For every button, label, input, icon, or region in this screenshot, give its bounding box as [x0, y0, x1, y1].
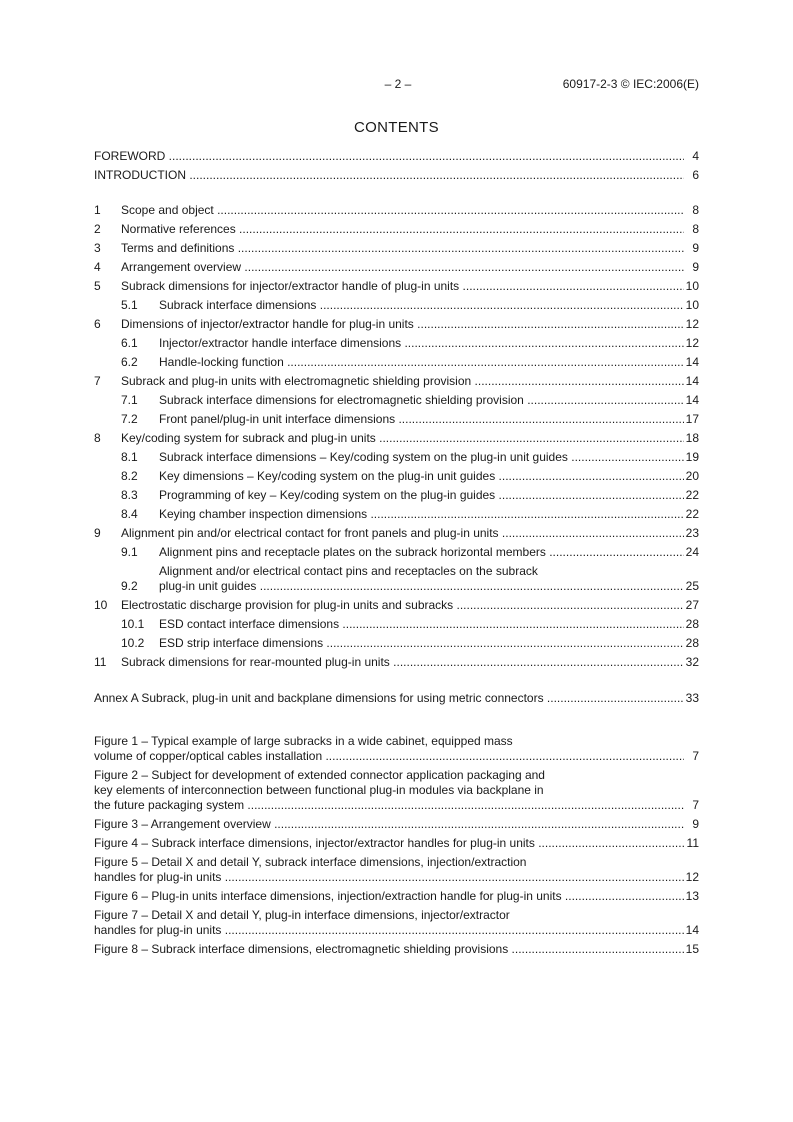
- toc-entry-text-line: Subrack interface dimensions for electromagnetic shielding provision .....: [159, 393, 684, 408]
- toc-entry-text-line: Annex A Subrack, plug-in unit and backplane dimensions for using metric connectors .....: [94, 691, 684, 706]
- toc-entry[interactable]: [94, 488, 699, 503]
- toc-entry-page: 20: [685, 469, 699, 483]
- toc-entry-page: 17: [685, 412, 699, 426]
- toc-entry-number: 6.2: [121, 355, 138, 369]
- toc-entry-page: 32: [685, 655, 699, 669]
- toc-entry-text-line: Figure 6 – Plug-in units interface dimensions, injection/extraction handle for plug-in units .....: [94, 889, 684, 904]
- toc-entry-number: 8.4: [121, 507, 138, 521]
- toc-entry-text-line: Programming of key – Key/coding system on the plug-in guides .....: [159, 488, 684, 503]
- toc-entry-title: [94, 691, 684, 706]
- toc-entry-number: 6: [94, 317, 101, 331]
- toc-entry-title: [94, 855, 684, 885]
- toc-entry-number: 1: [94, 203, 101, 217]
- toc-entry-title: [94, 942, 684, 957]
- toc-entry[interactable]: [94, 855, 699, 885]
- toc-entry-text-line: ESD contact interface dimensions .....: [159, 617, 684, 632]
- toc-entry[interactable]: [94, 431, 699, 446]
- toc-entry-page: 14: [685, 355, 699, 369]
- toc-entry-number: 10.2: [121, 636, 145, 650]
- toc-entry-page: 23: [685, 526, 699, 540]
- toc-entry-text-line: key elements of interconnection between functional plug-in modules via backplane in: [94, 783, 544, 797]
- toc-entry-number: 9: [94, 526, 101, 540]
- toc-entry-page: 11: [686, 836, 699, 850]
- toc-entry-page: 8: [692, 222, 699, 236]
- toc-entry-text-line: ESD strip interface dimensions .....: [159, 636, 684, 651]
- toc-entry-number: 10: [94, 598, 108, 612]
- toc-entry-text-line: Subrack and plug-in units with electromagnetic shielding provision .....: [121, 374, 684, 389]
- table-of-contents: [94, 149, 699, 957]
- toc-entry-text-line: Injector/extractor handle interface dimensions .....: [159, 336, 684, 351]
- toc-entry-page: 7: [692, 749, 699, 763]
- toc-entry-title: [94, 768, 684, 813]
- toc-entry-text-line: INTRODUCTION .....: [94, 168, 684, 183]
- toc-entry-number: 8.1: [121, 450, 138, 464]
- toc-entry[interactable]: [94, 260, 699, 275]
- toc-entry-text-line: Alignment pin and/or electrical contact for front panels and plug-in units .....: [121, 526, 684, 541]
- toc-entry-text-line: plug-in unit guides .....: [159, 579, 684, 594]
- toc-entry-page: 28: [685, 636, 699, 650]
- toc-entry-number: 8.2: [121, 469, 138, 483]
- toc-entry[interactable]: [94, 298, 699, 313]
- toc-entry-title: [94, 817, 684, 832]
- toc-entry-number: 4: [94, 260, 101, 274]
- toc-entry-page: 12: [685, 317, 699, 331]
- toc-entry[interactable]: [94, 355, 699, 370]
- toc-entry-page: 9: [692, 260, 699, 274]
- toc-entry-text-line: handles for plug-in units .....: [94, 923, 684, 938]
- toc-entry-text-line: Figure 4 – Subrack interface dimensions, injector/extractor handles for plug-in units .....: [94, 836, 684, 851]
- toc-entry-page: 10: [685, 279, 699, 293]
- toc-entry-title: [94, 168, 684, 183]
- toc-entry-text-line: Figure 5 – Detail X and detail Y, subrack interface dimensions, injection/extraction: [94, 855, 527, 869]
- toc-entry[interactable]: [94, 908, 699, 938]
- toc-entry-title: [121, 655, 684, 670]
- toc-entry-page: 10: [685, 298, 699, 312]
- toc-entry-page: 12: [685, 336, 699, 350]
- toc-entry-page: 14: [685, 393, 699, 407]
- toc-entry-text-line: Subrack interface dimensions – Key/coding system on the plug-in unit guides .....: [159, 450, 684, 465]
- toc-entry-number: 8: [94, 431, 101, 445]
- toc-entry-title: [159, 469, 684, 484]
- toc-entry-text-line: Keying chamber inspection dimensions .....: [159, 507, 684, 522]
- toc-entry[interactable]: [94, 374, 699, 389]
- toc-entry-number: 7: [94, 374, 101, 388]
- toc-entry-text-line: Figure 8 – Subrack interface dimensions, electromagnetic shielding provisions .....: [94, 942, 684, 957]
- toc-entry-title: [121, 526, 684, 541]
- toc-entry-number: 5.1: [121, 298, 138, 312]
- toc-entry-page: 6: [692, 168, 699, 182]
- toc-entry-page: 15: [685, 942, 699, 956]
- toc-entry-text-line: Dimensions of injector/extractor handle for plug-in units .....: [121, 317, 684, 332]
- toc-entry-title: [121, 317, 684, 332]
- toc-entry-title: [159, 412, 684, 427]
- toc-entry-page: 22: [685, 507, 699, 521]
- toc-entry-text-line: Figure 1 – Typical example of large subracks in a wide cabinet, equipped mass: [94, 734, 513, 748]
- toc-entry-page: 25: [685, 579, 699, 593]
- toc-entry[interactable]: [94, 241, 699, 256]
- toc-entry-text-line: Arrangement overview .....: [121, 260, 684, 275]
- toc-entry[interactable]: [94, 317, 699, 332]
- toc-entry-title: [159, 393, 684, 408]
- toc-entry-number: 2: [94, 222, 101, 236]
- toc-entry-title: [159, 488, 684, 503]
- toc-entry-title: [159, 507, 684, 522]
- toc-entry[interactable]: [94, 617, 699, 632]
- toc-entry[interactable]: [94, 526, 699, 541]
- toc-entry-title: [94, 149, 684, 164]
- toc-entry[interactable]: [94, 655, 699, 670]
- toc-entry-text-line: the future packaging system .....: [94, 798, 684, 813]
- toc-entry-title: [159, 298, 684, 313]
- toc-entry-page: 28: [685, 617, 699, 631]
- toc-entry-text-line: Terms and definitions .....: [121, 241, 684, 256]
- toc-entry[interactable]: [94, 149, 699, 164]
- page-header: [94, 77, 699, 93]
- page-title: CONTENTS: [354, 119, 439, 136]
- toc-entry-title: [121, 203, 684, 218]
- toc-entry-title: [121, 279, 684, 294]
- toc-entry-text-line: Alignment pins and receptacle plates on the subrack horizontal members .....: [159, 545, 684, 560]
- toc-entry-page: 4: [692, 149, 699, 163]
- page-number: – 2 –: [384, 77, 412, 91]
- toc-entry-text-line: volume of copper/optical cables installation .....: [94, 749, 684, 764]
- toc-entry-page: 8: [692, 203, 699, 217]
- toc-entry-page: 27: [685, 598, 699, 612]
- toc-entry[interactable]: [94, 942, 699, 957]
- toc-entry-number: 7.2: [121, 412, 138, 426]
- toc-entry-title: [121, 222, 684, 237]
- toc-entry-title: [94, 734, 684, 764]
- toc-entry-title: [159, 564, 684, 594]
- toc-entry-text-line: Subrack dimensions for rear-mounted plug-in units .....: [121, 655, 684, 670]
- toc-entry-page: 24: [685, 545, 699, 559]
- toc-entry-text-line: Figure 3 – Arrangement overview .....: [94, 817, 684, 832]
- toc-entry-page: 9: [692, 817, 699, 831]
- toc-entry[interactable]: [94, 768, 699, 813]
- toc-entry-number: 8.3: [121, 488, 138, 502]
- toc-entry[interactable]: [94, 691, 699, 706]
- toc-entry-page: 18: [685, 431, 699, 445]
- toc-entry[interactable]: [94, 598, 699, 613]
- toc-entry-title: [94, 836, 684, 851]
- toc-entry-text-line: Scope and object .....: [121, 203, 684, 218]
- toc-entry[interactable]: [94, 817, 699, 832]
- toc-entry-page: 14: [685, 374, 699, 388]
- toc-entry-page: 12: [685, 870, 699, 884]
- toc-entry[interactable]: [94, 279, 699, 294]
- toc-entry-text-line: Front panel/plug-in unit interface dimensions .....: [159, 412, 684, 427]
- toc-entry-number: 9.2: [121, 579, 138, 593]
- toc-entry-page: 13: [685, 889, 699, 903]
- toc-entry-title: [121, 374, 684, 389]
- toc-entry-title: [121, 598, 684, 613]
- toc-entry-title: [159, 450, 684, 465]
- toc-entry-number: 10.1: [121, 617, 145, 631]
- toc-entry[interactable]: [94, 507, 699, 522]
- toc-entry-page: 19: [685, 450, 699, 464]
- toc-entry-page: 22: [685, 488, 699, 502]
- toc-entry-text-line: Figure 7 – Detail X and detail Y, plug-in interface dimensions, injector/extractor: [94, 908, 510, 922]
- document-id: 60917-2-3 © IEC:2006(E): [562, 77, 699, 91]
- toc-entry-number: 9.1: [121, 545, 138, 559]
- toc-entry-text-line: Subrack dimensions for injector/extractor handle of plug-in units .....: [121, 279, 684, 294]
- toc-entry-title: [159, 636, 684, 651]
- toc-entry[interactable]: [94, 393, 699, 408]
- toc-entry[interactable]: [94, 222, 699, 237]
- toc-entry-text-line: Alignment and/or electrical contact pins and receptacles on the subrack: [159, 564, 538, 578]
- toc-entry-text-line: Normative references .....: [121, 222, 684, 237]
- toc-entry[interactable]: [94, 450, 699, 465]
- toc-entry-title: [121, 241, 684, 256]
- toc-entry-text-line: Handle-locking function .....: [159, 355, 684, 370]
- toc-entry[interactable]: [94, 412, 699, 427]
- toc-entry-text-line: Subrack interface dimensions .....: [159, 298, 684, 313]
- toc-entry-number: 5: [94, 279, 101, 293]
- toc-entry-title: [94, 889, 684, 904]
- toc-entry-number: 6.1: [121, 336, 138, 350]
- toc-entry-title: [94, 908, 684, 938]
- toc-entry[interactable]: [94, 336, 699, 351]
- toc-entry-title: [159, 355, 684, 370]
- toc-entry[interactable]: [94, 734, 699, 764]
- toc-entry-text-line: Key/coding system for subrack and plug-in units .....: [121, 431, 684, 446]
- toc-entry[interactable]: [94, 836, 699, 851]
- toc-entry-text-line: Figure 2 – Subject for development of extended connector application packaging and: [94, 768, 545, 782]
- toc-entry-title: [121, 260, 684, 275]
- toc-entry-page: 14: [685, 923, 699, 937]
- toc-entry-number: 3: [94, 241, 101, 255]
- toc-entry[interactable]: [94, 203, 699, 218]
- toc-entry-title: [159, 336, 684, 351]
- toc-entry-page: 33: [685, 691, 699, 705]
- toc-entry-number: 7.1: [121, 393, 138, 407]
- toc-entry-text-line: Electrostatic discharge provision for plug-in units and subracks .....: [121, 598, 684, 613]
- toc-entry-number: 11: [94, 655, 107, 669]
- toc-entry-text-line: FOREWORD .....: [94, 149, 684, 164]
- toc-entry[interactable]: [94, 636, 699, 651]
- toc-entry-title: [159, 617, 684, 632]
- toc-entry-page: 9: [692, 241, 699, 255]
- toc-entry-title: [159, 545, 684, 560]
- toc-entry-text-line: handles for plug-in units .....: [94, 870, 684, 885]
- toc-entry[interactable]: [94, 564, 699, 594]
- toc-entry[interactable]: [94, 469, 699, 484]
- toc-entry-title: [121, 431, 684, 446]
- toc-entry[interactable]: [94, 889, 699, 904]
- toc-entry[interactable]: [94, 168, 699, 183]
- toc-entry-page: 7: [692, 798, 699, 812]
- toc-entry[interactable]: [94, 545, 699, 560]
- toc-entry-text-line: Key dimensions – Key/coding system on the plug-in unit guides .....: [159, 469, 684, 484]
